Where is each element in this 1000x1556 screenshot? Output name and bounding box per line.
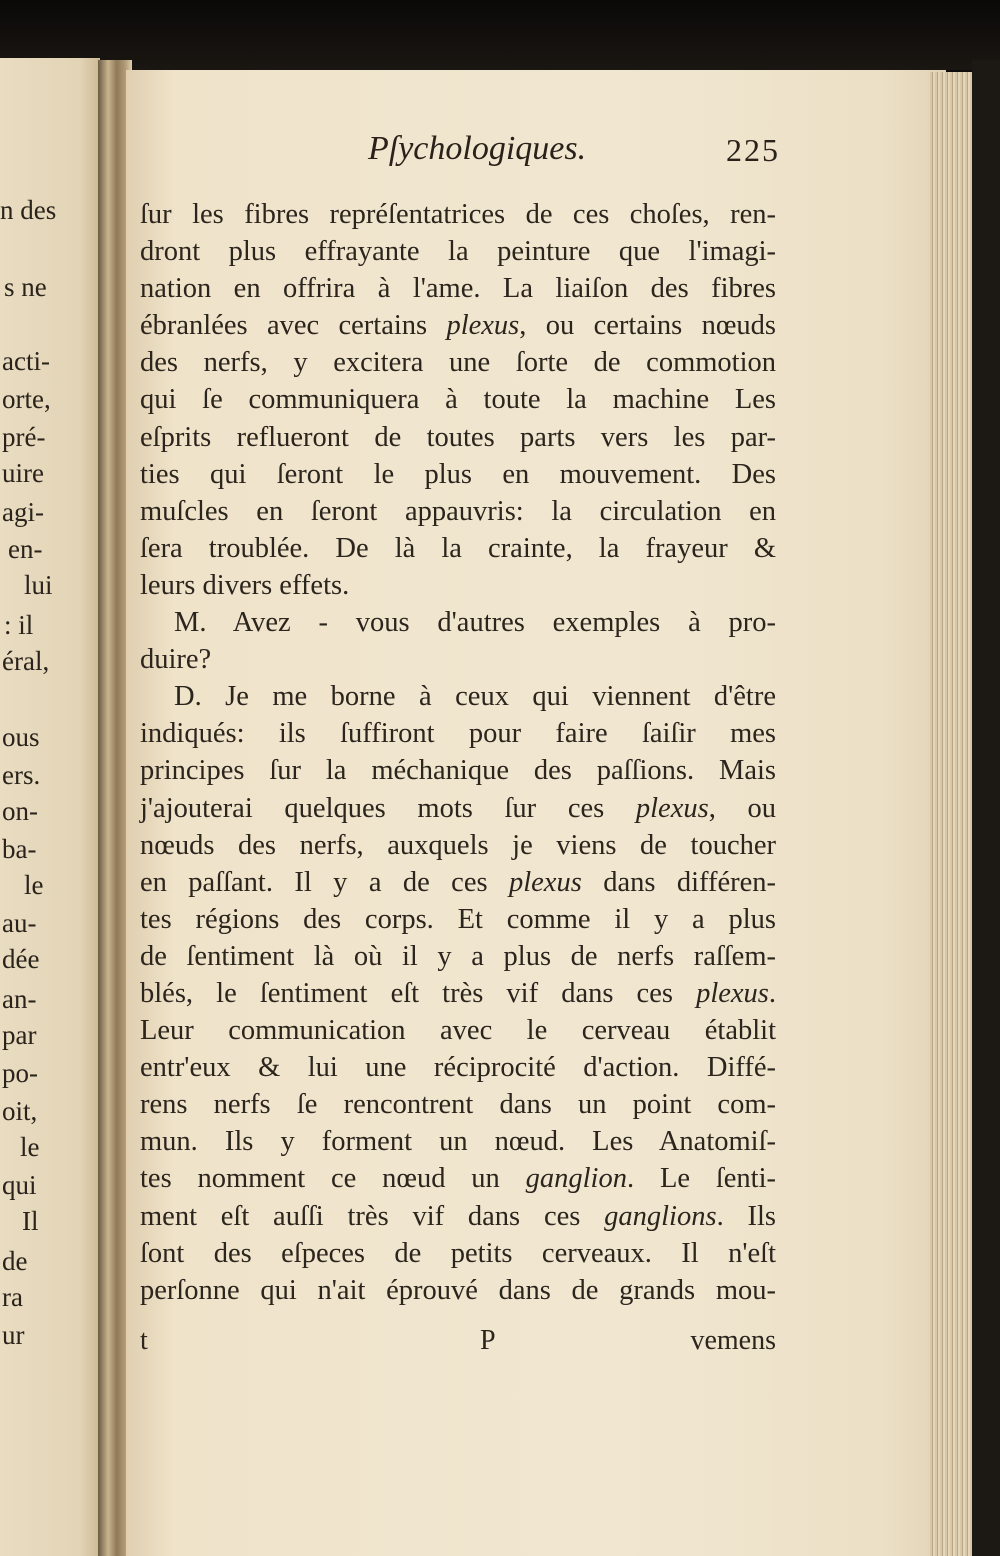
left-page-fragment: le: [24, 870, 44, 900]
text-line: ſur les fibres repréſentatrices de ces choſes, ren-: [140, 199, 776, 230]
text-line: des nerfs, y excitera une ſorte de commotion: [140, 347, 776, 379]
text-line: ſera troublée. De là la crainte, la frayeur &: [140, 532, 776, 564]
text-line: duire?: [140, 644, 212, 676]
page-edges: [930, 72, 978, 1556]
text-line: en paſſant. Il y a de ces plexus dans différen-: [140, 866, 777, 898]
text-line: ſont des eſpeces de petits cerveaux. Il n'eſt: [140, 1237, 776, 1269]
left-page-fragment: qui: [2, 1170, 37, 1200]
left-page-fragment: on-: [2, 796, 38, 826]
left-page-fragment: au-: [2, 908, 37, 938]
background-right: [972, 60, 1000, 1556]
text-line: qui ſe communiquera à toute la machine Les: [140, 384, 776, 416]
left-page-fragment: dée: [2, 944, 40, 974]
left-page-fragment: po-: [2, 1058, 38, 1088]
left-page-fragment: le: [20, 1132, 40, 1162]
page-footer: [140, 1325, 776, 1365]
left-page-fragment: an-: [2, 984, 37, 1014]
background-top: [0, 0, 1000, 70]
left-page-fragment: agi-: [2, 497, 44, 527]
text-line: tes nomment ce nœud un ganglion. Le ſenti-: [140, 1163, 776, 1195]
left-page-fragment: par: [2, 1020, 37, 1050]
footer-mark: t: [140, 1325, 148, 1356]
page-number: 225: [726, 132, 780, 168]
text-line: nation en offrira à l'ame. La liaiſon des fibres: [140, 273, 776, 305]
text-line: M. Avez - vous d'autres exemples à pro-: [174, 607, 776, 639]
text-line: de ſentiment là où il y a plus de nerfs raſſem-: [140, 940, 776, 972]
text-line: muſcles en ſeront appauvris: la circulation en: [140, 495, 776, 527]
text-line: tes régions des corps. Et comme il y a plus: [140, 903, 776, 935]
left-page-fragment: orte,: [2, 384, 51, 414]
left-page-fragment: ur: [2, 1320, 25, 1350]
text-line: mun. Ils y forment un nœud. Les Anatomiſ-: [140, 1126, 776, 1158]
left-page-fragment: n des: [0, 195, 57, 225]
text-line: perſonne qui n'ait éprouvé dans de grands mou-: [140, 1274, 776, 1306]
text-line: Leur communication avec le cerveau établit: [140, 1015, 776, 1047]
left-page-fragment: ous: [2, 722, 40, 752]
left-page-fragment: oit,: [2, 1096, 38, 1126]
left-page-fragment: ers.: [2, 760, 41, 790]
text-line: entr'eux & lui une réciprocité d'action. Diffé-: [140, 1052, 776, 1084]
left-page-fragment: uire: [2, 458, 44, 488]
left-page-fragment: Il: [22, 1206, 39, 1236]
text-line: j'ajouterai quelques mots ſur ces plexus, ou: [140, 792, 776, 824]
text-line: ébranlées avec certains plexus, ou certains nœuds: [140, 310, 776, 342]
text-line: leurs divers effets.: [140, 569, 350, 601]
left-page-fragment: acti-: [2, 346, 50, 376]
left-page-fragment: éral,: [2, 646, 50, 676]
text-line: blés, le ſentiment eſt très vif dans ces plexus.: [140, 977, 776, 1009]
text-line: eſprits reflueront de toutes parts vers les par-: [140, 421, 776, 453]
signature-mark: P: [480, 1325, 496, 1356]
body-text: [140, 196, 776, 1309]
text-line: rens nerfs ſe rencontrent dans un point com-: [140, 1089, 776, 1121]
left-page-fragment: pré-: [2, 422, 46, 452]
text-line: indiqués: ils ſuffiront pour faire ſaiſir mes: [140, 718, 776, 750]
text-line: ment eſt auſſi très vif dans ces ganglions. Ils: [140, 1200, 776, 1232]
text-line: principes ſur la méchanique des paſſions. Mais: [140, 755, 776, 787]
left-page-fragment: ba-: [2, 834, 37, 864]
left-page-fragment: en-: [8, 534, 43, 564]
text-line: D. Je me borne à ceux qui viennent d'être: [174, 681, 776, 713]
running-title: Pſychologiques.: [368, 130, 587, 167]
left-page-fragment: : il: [4, 610, 34, 640]
left-page-fragment: de: [2, 1246, 28, 1276]
catchword: vemens: [690, 1325, 776, 1356]
left-page-fragment: s ne: [4, 272, 47, 302]
left-page-fragment: ra: [2, 1282, 23, 1312]
text-line: nœuds des nerfs, auxquels je viens de toucher: [140, 829, 776, 861]
left-page-fragment: lui: [24, 570, 53, 600]
text-line: ties qui ſeront le plus en mouvement. Des: [140, 458, 776, 490]
text-line: dront plus effrayante la peinture que l'imagi-: [140, 236, 776, 268]
